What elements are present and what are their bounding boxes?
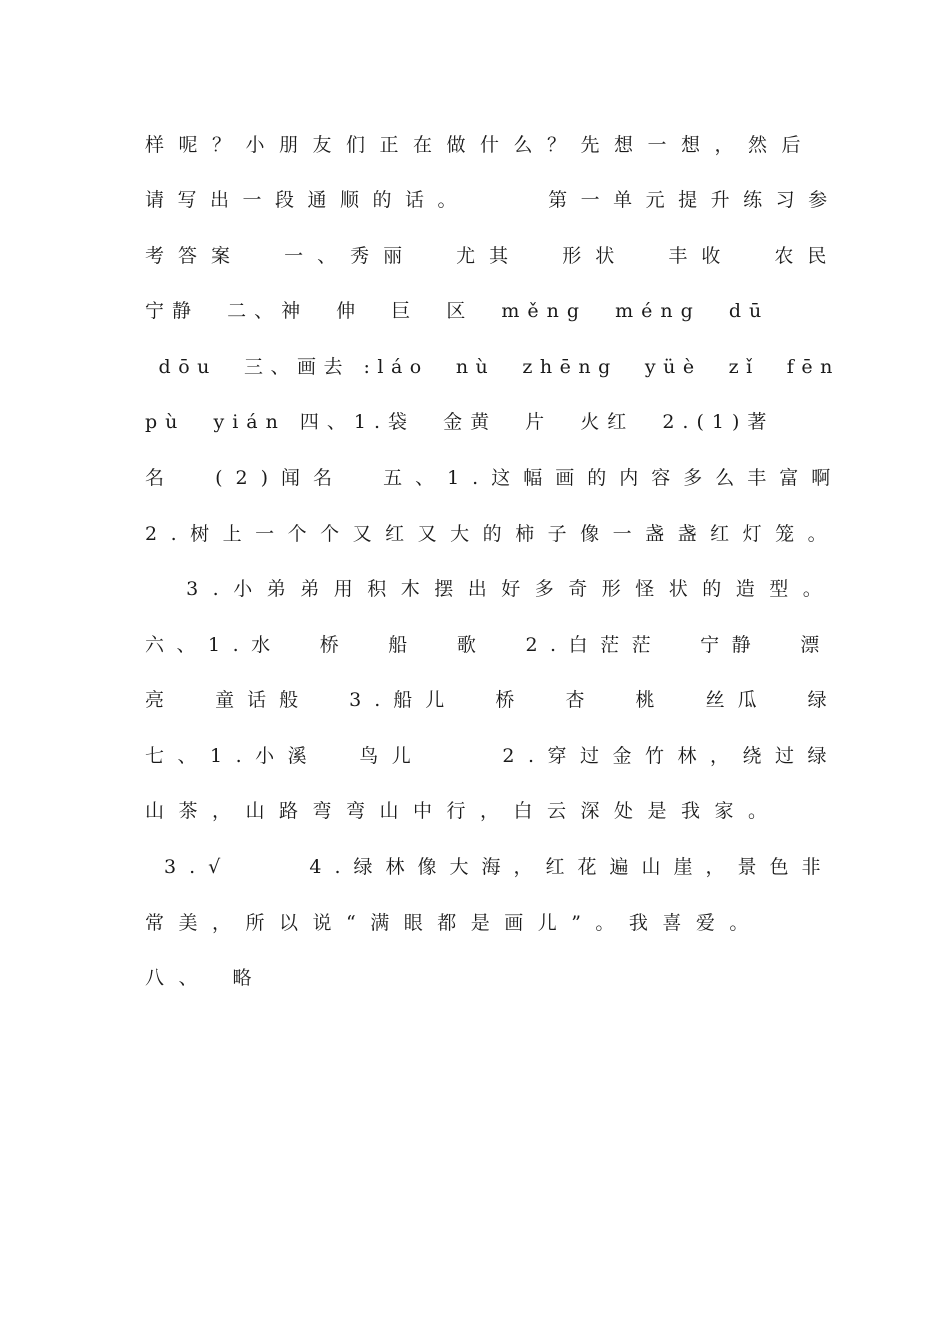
text-line: 宁静 二、神 伸 巨 区 měng méng dū bbox=[145, 300, 770, 322]
text-line: dōu 三、画去 :láo nù zhēng yüè zǐ fēn bbox=[145, 356, 840, 378]
text-line: 考答案 一、秀丽 尤其 形状 丰收 农民 bbox=[145, 245, 841, 267]
text-line: 样呢？小朋友们正在做什么？先想一想，然后 bbox=[145, 134, 816, 156]
text-line: 请写出一段通顺的话。 第一单元提升练习参 bbox=[145, 189, 841, 211]
text-line: 八、 略 bbox=[145, 967, 267, 989]
text-line: 山茶，山路弯弯山中行，白云深处是我家。 bbox=[145, 800, 782, 822]
text-line: 3.小弟弟用积木摆出好多奇形怪状的造型。 bbox=[145, 578, 837, 600]
text-line: 亮 童话般 3.船儿 桥 杏 桃 丝瓜 绿 bbox=[145, 689, 840, 711]
text-line: 3.√ 4.绿林像大海，红花遍山崖，景色非 bbox=[145, 856, 834, 878]
text-line: 七、1.小溪 鸟儿 2.穿过金竹林，绕过绿 bbox=[145, 745, 840, 767]
text-line: 六、1.水 桥 船 歌 2.白茫茫 宁静 漂 bbox=[145, 634, 832, 656]
text-line: 2.树上一个个又红又大的柿子像一盏盏红灯笼。 bbox=[145, 523, 841, 545]
text-line: 常美，所以说“满眼都是画儿”。我喜爱。 bbox=[145, 912, 763, 934]
text-line: pù yián 四、1.袋 金黄 片 火红 2.(1)著 bbox=[145, 411, 775, 433]
text-line: 名 (2)闻名 五、1.这幅画的内容多么丰富啊 bbox=[145, 467, 844, 489]
